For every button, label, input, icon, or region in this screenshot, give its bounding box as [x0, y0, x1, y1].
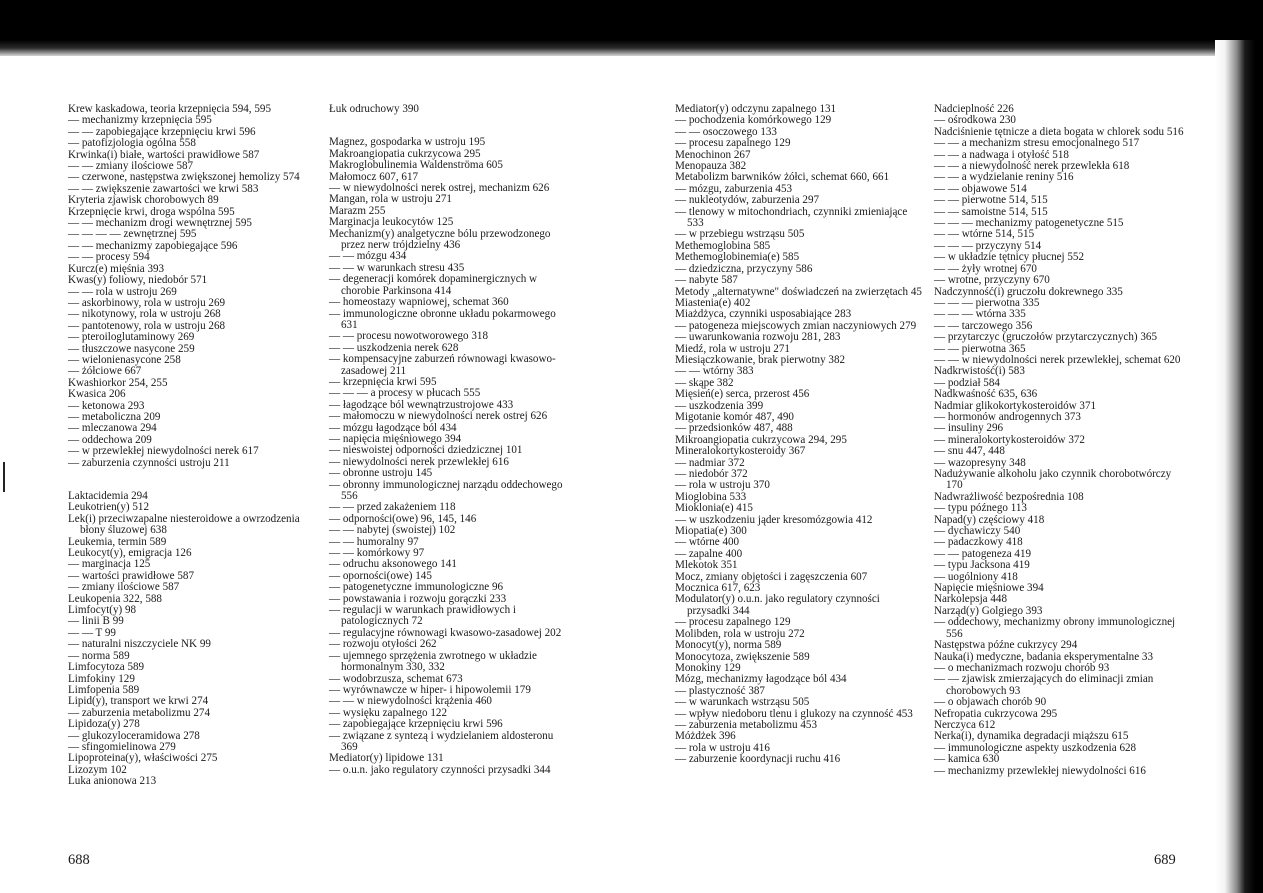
- index-entry: — żółciowe 667: [68, 365, 142, 378]
- index-entry: Nadwrażliwość bezpośrednia 108: [934, 490, 1084, 503]
- index-entry: Marginacja leukocytów 125: [329, 216, 454, 229]
- index-entry: — tłuszczowe nasycone 259: [68, 342, 195, 355]
- index-entry: — uogólniony 418: [934, 570, 1018, 583]
- index-entry: Lizozym 102: [68, 763, 127, 776]
- index-entry: — mózgu łagodzące ból 434: [329, 421, 457, 434]
- index-entry: — w przebiegu wstrząsu 505: [675, 228, 805, 241]
- index-entry: Mocz, zmiany objętości i zagęszczenia 607: [675, 570, 868, 583]
- index-entry: Migotanie komór 487, 490: [675, 410, 794, 423]
- index-entry: — naturalni niszczyciele NK 99: [68, 638, 211, 651]
- index-entry: — — a niewydolność nerek przewlekła 618: [934, 160, 1130, 173]
- index-entry: — — pierwotne 514, 515: [934, 194, 1048, 207]
- index-entry: — pochodzenia komórkowego 129: [675, 114, 832, 127]
- index-entry: — wpływ niedoboru tlenu i glukozy na czynność 453: [675, 707, 913, 720]
- index-entry: Mlekotok 351: [675, 559, 738, 572]
- index-entry: — obronny immunologicznej narządu oddechowego 556: [329, 478, 563, 502]
- index-entry: Marazm 255: [329, 204, 386, 217]
- index-entry: Makroangiopatia cukrzycowa 295: [329, 147, 481, 160]
- index-entry: — przytarczyc (gruczołów przytarczycznych) 365: [934, 331, 1157, 344]
- index-entry: Nadmiar glikokortykosteroidów 371: [934, 399, 1097, 412]
- index-entry: Monokiny 129: [675, 661, 741, 674]
- index-entry: Lipid(y), transport we krwi 274: [68, 695, 209, 708]
- index-entry: Leukocyt(y), emigracja 126: [68, 547, 192, 560]
- index-entry: Miokloniа(e) 415: [675, 502, 753, 515]
- index-entry: — — — przyczyny 514: [934, 239, 1042, 252]
- index-entry: — — komórkowy 97: [329, 547, 425, 560]
- index-entry: — — przed zakażeniem 118: [329, 501, 456, 514]
- index-entry: Modulator(y) o.u.n. jako regulatory czynności przysadki 344: [675, 593, 880, 617]
- index-entry: — — tarczowego 356: [934, 319, 1033, 332]
- index-column-1: [68, 104, 320, 788]
- index-entry: — patogeneza miejscowych zmian naczyniowych 279: [675, 319, 917, 332]
- index-entry: — sfingomielinowa 279: [68, 740, 176, 753]
- index-entry: Następstwa późne cukrzycy 294: [934, 639, 1078, 652]
- index-entry: — odruchu aksonowego 141: [329, 558, 457, 571]
- index-entry: — — a mechanizm stresu emocjonalnego 517: [934, 137, 1140, 150]
- index-entry: Małomocz 607, 617: [329, 170, 419, 183]
- index-entry: — powstawania i rozwoju gorączki 233: [329, 592, 507, 605]
- index-entry: — ujemnego sprzężenia zwrotnego w układzie hormonalnym 330, 332: [329, 649, 537, 674]
- index-entry: — kompensacyjne zaburzeń równowagi kwasowo-zasadowej 211: [329, 353, 556, 377]
- index-entry: Łuk odruchowy 390: [329, 103, 419, 115]
- index-column-2: [329, 104, 572, 776]
- index-entry: — kamica 630: [934, 753, 1000, 766]
- index-entry: — — zwiększenie zawartości we krwi 583: [68, 182, 259, 195]
- index-entry: — mózgu, zaburzenia 453: [675, 182, 793, 195]
- index-entry: — pteroiloglutaminowy 269: [68, 331, 195, 344]
- index-entry: Luka anionowa 213: [68, 775, 157, 788]
- index-entry: Mikroangiopatia cukrzycowa 294, 295: [675, 433, 847, 446]
- index-entry: — — wtórny 383: [675, 365, 754, 378]
- index-entry: — niewydolności nerek przewlekłej 616: [329, 455, 509, 468]
- index-entry: — — objawowe 514: [934, 182, 1027, 195]
- index-entry: — — — pierwotna 335: [934, 296, 1040, 309]
- index-entry: — regulacji w warunkach prawidłowych i patologicznych 72: [329, 604, 516, 628]
- index-entry: — w warunkach wstrząsu 505: [675, 696, 810, 709]
- index-entry: — rola w ustroju 370: [675, 479, 770, 492]
- index-entry: — — — wtórna 335: [934, 308, 1026, 321]
- index-entry: — niedobór 372: [675, 468, 748, 480]
- scan-top-shadow: [0, 0, 1263, 56]
- index-entry: — rozwoju otyłości 262: [329, 638, 437, 651]
- index-entry: — ketonowa 293: [68, 399, 145, 412]
- index-entry: — związane z syntezą i wydzielaniem aldosteronu 369: [329, 729, 554, 753]
- index-entry: Methemoglobina 585: [675, 239, 771, 252]
- index-entry: — — mechanizmy zapobiegające 596: [68, 239, 238, 252]
- index-entry: Mangan, rola w ustroju 271: [329, 193, 452, 206]
- index-entry: — — w warunkach stresu 435: [329, 261, 465, 274]
- index-entry: Napięcie mięśniowe 394: [934, 582, 1044, 595]
- index-entry: Krwinka(i) białe, wartości prawidłowe 587: [68, 148, 260, 161]
- index-entry: — nukleotydów, zaburzenia 297: [675, 194, 820, 207]
- index-entry: — — a nadwaga i otyłość 518: [934, 148, 1069, 161]
- index-entry: Monocytoza, zwiększenie 589: [675, 650, 810, 663]
- index-entry: — w układzie tętnicy płucnej 552: [934, 251, 1085, 264]
- index-entry: — — zapobiegające krzepnięciu krwi 596: [68, 125, 256, 138]
- index-entry: Kwas(y) foliowy, niedobór 571: [68, 274, 208, 287]
- index-entry: — skąpe 382: [675, 376, 734, 389]
- index-entry: — wartości prawidłowe 587: [68, 569, 195, 582]
- index-entry: — — procesy 594: [68, 251, 150, 264]
- index-entry: — uszkodzenia 399: [675, 399, 764, 412]
- index-entry: — przedsionków 487, 488: [675, 422, 793, 435]
- index-entry: Mediator(y) lipidowe 131: [329, 752, 444, 765]
- index-entry: — mineralokortykosteroidów 372: [934, 433, 1085, 446]
- index-entry: Limfocytoza 589: [68, 661, 145, 674]
- index-entry: — o mechanizmach rozwoju chorób 93: [934, 661, 1110, 674]
- index-entry: — wazopresyny 348: [934, 456, 1026, 469]
- index-entry: — tlenowy w mitochondriach, czynniki zmieniające 533: [675, 205, 908, 230]
- index-entry: — o.u.n. jako regulatory czynności przysadki 344: [329, 763, 551, 776]
- index-entry: — napięcia mięśniowego 394: [329, 432, 462, 445]
- index-entry: Molibden, rola w ustroju 272: [675, 627, 805, 640]
- index-entry: — — a wydzielanie reniny 516: [934, 171, 1074, 184]
- index-entry: — wrotne, przyczyny 670: [934, 274, 1050, 287]
- index-entry: — — — mechanizmy patogenetyczne 515: [934, 217, 1124, 230]
- index-entry: — oddechowa 209: [68, 433, 152, 446]
- index-entry: — typu Jacksona 419: [934, 559, 1030, 572]
- index-entry: Kryteria zjawisk chorobowych 89: [68, 194, 219, 207]
- index-entry: — wielonienasycone 258: [68, 353, 181, 366]
- index-entry: Krzepnięcie krwi, droga wspólna 595: [68, 205, 235, 218]
- index-entry: — immunologiczne aspekty uszkodzenia 628: [934, 741, 1137, 754]
- page-number-right: 689: [1154, 852, 1176, 868]
- index-entry: — wysięku zapalnego 122: [329, 706, 447, 719]
- index-entry: — immunologiczne obronne układu pokarmowego 631: [329, 307, 556, 331]
- index-entry: Nerczyca 612: [934, 718, 996, 731]
- index-entry: — — w niewydolności krążenia 460: [329, 695, 492, 708]
- index-entry: Kwashiorkor 254, 255: [68, 376, 168, 389]
- index-entry: Krew kaskadowa, teoria krzepnięcia 594, 595: [68, 103, 271, 115]
- index-entry: — — wtórne 514, 515: [934, 228, 1035, 241]
- index-entry: — oddechowy, mechanizmy obrony immunologicznej 556: [934, 616, 1176, 640]
- index-entry: Laktacidemia 294: [68, 490, 148, 502]
- index-entry: — — samoistne 514, 515: [934, 205, 1048, 218]
- index-entry: Methemoglobinemia(e) 585: [675, 251, 800, 264]
- index-entry: Limfocyt(y) 98: [68, 604, 137, 617]
- index-entry: — wyrównawcze w hiper- i hipowolemii 179: [329, 683, 531, 696]
- index-entry: — mechanizmy przewlekłej niewydolności 616: [934, 764, 1146, 777]
- index-entry: — hormonów androgennych 373: [934, 410, 1081, 423]
- index-entry: Lipidoza(y) 278: [68, 718, 140, 731]
- index-entry: Narząd(y) Golgiego 393: [934, 604, 1043, 617]
- index-entry: Leukemia, termin 589: [68, 535, 167, 548]
- index-entry: — norma 589: [68, 649, 130, 662]
- index-entry: — zaburzenia metabolizmu 453: [675, 718, 818, 731]
- index-entry: — — uszkodzenia nerek 628: [329, 341, 459, 354]
- index-entry: Miastenia(e) 402: [675, 296, 751, 309]
- index-entry: Menochinon 267: [675, 148, 751, 161]
- index-entry: — zapobiegające krzepnięciu krwi 596: [329, 718, 503, 731]
- index-entry: Napad(y) częściowy 418: [934, 513, 1045, 526]
- index-entry: — pantotenowy, rola w ustroju 268: [68, 319, 226, 332]
- index-entry: — — mechanizm drogi wewnętrznej 595: [68, 217, 252, 230]
- index-entry: — w niewydolności nerek ostrej, mechanizm 626: [329, 182, 550, 195]
- index-entry: Magnez, gospodarka w ustroju 195: [329, 136, 486, 149]
- index-entry: — glukozyloceramidowa 278: [68, 729, 200, 742]
- index-entry: — marginacja 125: [68, 558, 151, 571]
- index-entry: — — T 99: [68, 626, 116, 639]
- index-entry: — w uszkodzeniu jąder kresomózgowia 412: [675, 513, 873, 526]
- index-entry: Mediator(y) odczynu zapalnego 131: [675, 103, 837, 115]
- index-entry: Kwasica 206: [68, 388, 126, 401]
- index-entry: Nefropatia cukrzycowa 295: [934, 707, 1058, 720]
- index-entry: Miażdżyca, czynniki usposabiające 283: [675, 308, 852, 321]
- index-entry: — metaboliczna 209: [68, 410, 161, 423]
- index-entry: — padaczkowy 418: [934, 536, 1023, 549]
- index-entry: — dychawiczy 540: [934, 525, 1021, 538]
- index-entry: — wtórne 400: [675, 536, 740, 549]
- index-entry: — o objawach chorób 90: [934, 696, 1047, 709]
- index-entry: — snu 447, 448: [934, 445, 1005, 458]
- index-entry: — zaburzenie koordynacji ruchu 416: [675, 753, 841, 766]
- index-entry: Mięsień(e) serca, przerost 456: [675, 388, 810, 401]
- index-entry: — patofizjologia ogólna 558: [68, 137, 196, 150]
- index-entry: Metabolizm barwników żółci, schemat 660, 661: [675, 171, 890, 184]
- index-entry: — — zjawisk zmierzających do eliminacji zmian chorobowych 93: [934, 673, 1154, 697]
- index-entry: — mechanizmy krzepnięcia 595: [68, 114, 212, 127]
- index-entry: — rola w ustroju 416: [675, 741, 770, 754]
- index-entry: Miedź, rola w ustroju 271: [675, 342, 790, 355]
- index-entry: Limfokiny 129: [68, 672, 135, 685]
- index-entry: Móżdżek 396: [675, 730, 736, 743]
- index-entry: — insuliny 296: [934, 422, 1004, 435]
- index-entry: Nadcieplność 226: [934, 103, 1014, 115]
- index-entry: — ośrodkowa 230: [934, 114, 1016, 127]
- index-entry: — oporności(owe) 145: [329, 569, 432, 582]
- index-entry: — — żyły wrotnej 670: [934, 262, 1037, 275]
- index-entry: Nadciśnienie tętnicze a dieta bogata w chlorek sodu 516: [934, 125, 1184, 138]
- index-entry: Makroglobulinemia Waldenströma 605: [329, 159, 503, 172]
- index-entry: — procesu zapalnego 129: [675, 616, 791, 629]
- index-entry: Nerka(i), dynamika degradacji miąższu 615: [934, 730, 1129, 743]
- index-entry: Mocznica 617, 623: [675, 582, 761, 595]
- index-entry: — regulacyjne równowagi kwasowo-zasadowej 202: [329, 626, 562, 639]
- index-entry: Kurcz(e) mięśnia 393: [68, 262, 165, 275]
- index-entry: — — mózgu 434: [329, 250, 407, 263]
- margin-mark: [3, 462, 5, 492]
- index-entry: — nieswoistej odporności dziedzicznej 101: [329, 444, 523, 457]
- index-entry: — łagodzące ból wewnątrzustrojowe 433: [329, 398, 514, 411]
- index-entry: — — zmiany ilościowe 587: [68, 160, 194, 173]
- index-entry: — zapalne 400: [675, 547, 743, 560]
- index-entry: — — pierwotna 365: [934, 342, 1026, 355]
- index-entry: — degeneracji komórek dopaminergicznych w chorobie Parkinsona 414: [329, 273, 538, 297]
- index-entry: — — — — zewnętrznej 595: [68, 228, 197, 241]
- scan-right-edge: [1215, 40, 1263, 893]
- index-entry: — czerwone, następstwa zwiększonej hemolizy 574: [68, 171, 300, 184]
- index-entry: — — osoczowego 133: [675, 125, 777, 138]
- index-entry: Mioglobina 533: [675, 490, 747, 503]
- index-entry: — zmiany ilościowe 587: [68, 581, 180, 594]
- index-entry: — — — a procesy w płucach 555: [329, 387, 481, 400]
- index-entry: — — procesu nowotworowego 318: [329, 330, 488, 343]
- index-entry: — podział 584: [934, 376, 1000, 389]
- index-entry: Narkolepsja 448: [934, 593, 1008, 606]
- index-column-3: [675, 104, 923, 766]
- index-entry: Menopauza 382: [675, 160, 747, 173]
- index-entry: Nadkwaśność 635, 636: [934, 388, 1038, 401]
- index-entry: Miopatia(e) 300: [675, 525, 747, 538]
- index-entry: — odporności(owe) 96, 145, 146: [329, 512, 477, 525]
- index-entry: Mechanizm(y) analgetyczne bólu przewodzonego przez nerw trójdzielny 436: [329, 227, 551, 252]
- index-entry: Mózg, mechanizmy łagodzące ból 434: [675, 673, 847, 686]
- index-entry: — — nabytej (swoistej) 102: [329, 524, 456, 537]
- index-entry: Miesiączkowanie, brak pierwotny 382: [675, 353, 846, 366]
- index-entry: Metody „alternatywne" doświadczeń na zwierzętach 45: [675, 285, 922, 298]
- index-entry: — krzepnięcia krwi 595: [329, 375, 437, 388]
- index-entry: — patogenetyczne immunologiczne 96: [329, 581, 504, 594]
- index-entry: — plastyczność 387: [675, 684, 765, 697]
- index-entry: Lipoproteina(y), właściwości 275: [68, 752, 218, 765]
- index-entry: — linii B 99: [68, 615, 124, 628]
- index-entry: — uwarunkowania rozwoju 281, 283: [675, 331, 841, 344]
- index-entry: — zaburzenia metabolizmu 274: [68, 706, 211, 719]
- index-entry: Monocyt(y), norma 589: [675, 639, 782, 652]
- index-entry: Leukotrien(y) 512: [68, 501, 150, 514]
- spacer: [329, 115, 572, 126]
- spacer: [68, 469, 320, 480]
- index-entry: Lek(i) przeciwzapalne niesteroidowe a owrzodzenia błony śluzowej 638: [68, 512, 300, 537]
- index-entry: — homeostazy wapniowej, schemat 360: [329, 296, 509, 309]
- index-entry: — mleczanowa 294: [68, 422, 157, 435]
- index-column-4: [934, 104, 1184, 777]
- index-entry: Leukopenia 322, 588: [68, 592, 162, 605]
- index-entry: — typu późnego 113: [934, 502, 1027, 515]
- index-entry: Nadczynność(i) gruczołu dokrewnego 335: [934, 285, 1123, 298]
- index-entry: — wodobrzusza, schemat 673: [329, 672, 463, 685]
- index-entry: — askorbinowy, rola w ustroju 269: [68, 296, 226, 309]
- index-entry: — procesu zapalnego 129: [675, 137, 791, 150]
- index-entry: — — humoralny 97: [329, 535, 419, 548]
- index-entry: — dziedziczna, przyczyny 586: [675, 262, 813, 275]
- index-entry: — — patogeneza 419: [934, 547, 1032, 560]
- index-entry: — — w niewydolności nerek przewlekłej, schemat 620: [934, 353, 1181, 366]
- index-entry: — nikotynowy, rola w ustroju 268: [68, 308, 221, 321]
- index-entry: Limfopenia 589: [68, 683, 140, 696]
- index-entry: — — rola w ustroju 269: [68, 285, 177, 298]
- index-entry: — obronne ustroju 145: [329, 467, 433, 480]
- index-entry: Nadużywanie alkoholu jako czynnik chorobotwórczy 170: [934, 468, 1172, 492]
- index-entry: Nauka(i) medyczne, badania eksperymentalne 33: [934, 650, 1154, 663]
- page-number-left: 688: [68, 852, 90, 868]
- index-entry: — nabyte 587: [675, 274, 738, 287]
- index-entry: — nadmiar 372: [675, 456, 745, 469]
- index-entry: — małomoczu w niewydolności nerek ostrej 626: [329, 410, 548, 423]
- index-entry: — w przewlekłej niewydolności nerek 617: [68, 445, 259, 458]
- index-entry: Nadkrwistość(i) 583: [934, 365, 1025, 378]
- index-entry: — zaburzenia czynności ustroju 211: [68, 456, 230, 469]
- index-entry: Mineralokortykosteroidy 367: [675, 445, 806, 458]
